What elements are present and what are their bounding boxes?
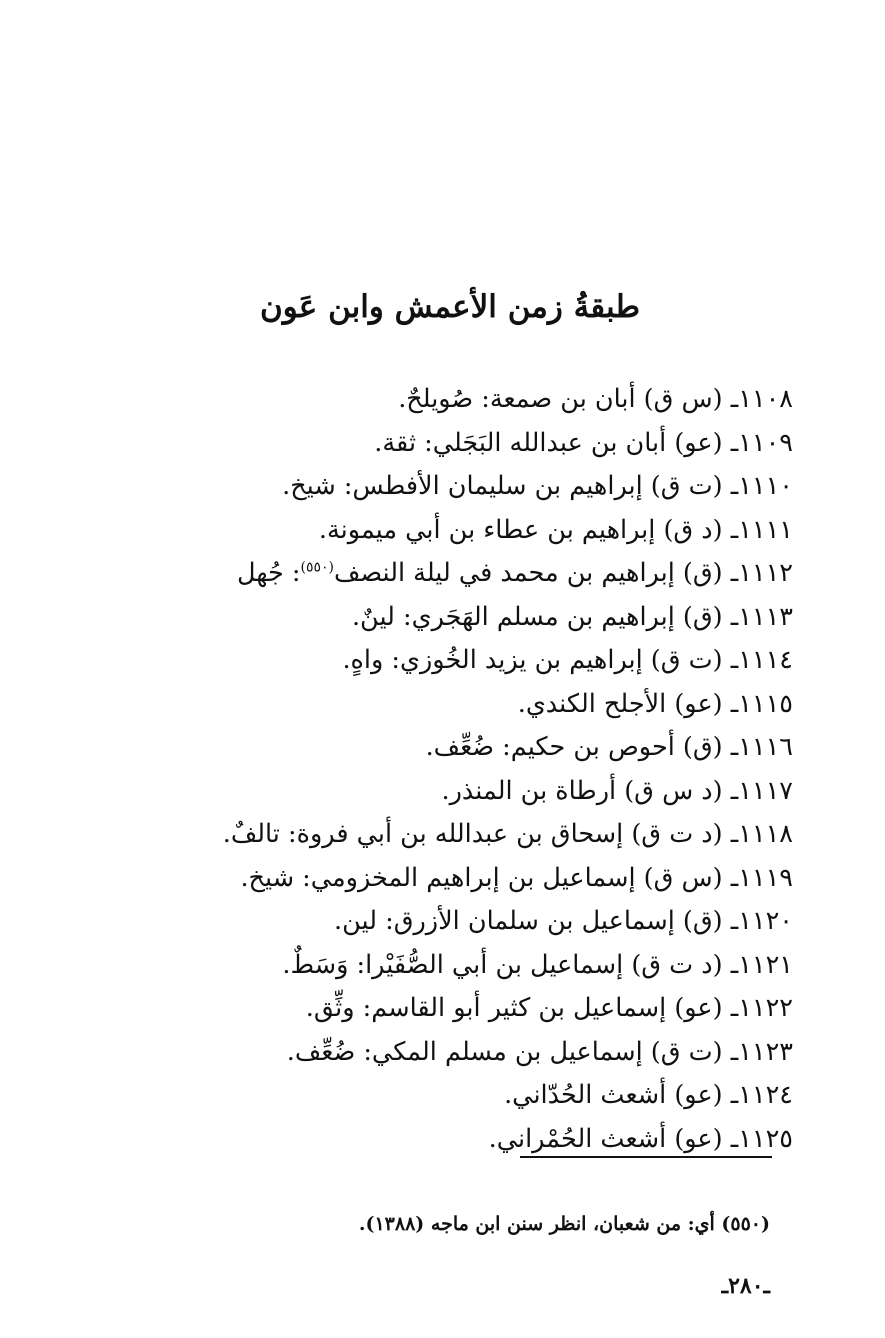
list-item [153, 683, 793, 727]
entry-text: (د س ق) أرطاة بن المنذر. [441, 775, 723, 806]
footnote-reference: (٥٥٠) [300, 559, 334, 576]
entry-text: (ت ق) إبراهيم بن يزيد الخُوزي: واهٍ. [342, 645, 723, 675]
entry-number: ١١١٥ـ [730, 688, 793, 719]
entry-text: (ق) إبراهيم بن مسلم الهَجَري: لينٌ. [351, 601, 723, 632]
list-item [153, 639, 793, 683]
list-item [153, 552, 793, 596]
entry-text: (ق) إسماعيل بن سلمان الأزرق: لين. [334, 906, 723, 936]
entry-text: (عو) أشعث الحُدّاني. [504, 1080, 723, 1110]
entry-text: (عو) أشعث الحُمْراني. [488, 1123, 723, 1154]
entry-text: (د ق) إبراهيم بن عطاء بن أبي ميمونة. [318, 514, 723, 545]
list-item [153, 726, 793, 770]
entry-text: (عو) الأجلح الكندي. [517, 688, 723, 719]
entry-text: (س ق) أبان بن صمعة: صُويلحٌ. [398, 384, 723, 414]
section-title: طبقةُ زمن الأعمش وابن عَون [260, 289, 640, 325]
page-number: ـ٢٨٠ـ [721, 1273, 770, 1299]
entry-number: ١١٢٠ـ [730, 906, 793, 936]
entry-text: (ق) أحوص بن حكيم: ضُعِّف. [425, 732, 723, 762]
list-item [153, 944, 793, 988]
entry-number: ١١١٠ـ [730, 471, 793, 501]
entry-number: ١١١٢ـ [730, 558, 793, 588]
entry-number: ١١٠٨ـ [730, 384, 793, 414]
entry-text: (ق) إبراهيم بن محمد في ليلة النصف [334, 558, 723, 588]
list-item [153, 1074, 793, 1118]
list-item [153, 770, 793, 814]
entry-number: ١١١٣ـ [730, 601, 793, 632]
entry-number: ١١١٩ـ [730, 862, 793, 893]
list-item [153, 813, 793, 857]
entry-number: ١١١٤ـ [730, 645, 793, 675]
footnote-divider [520, 1156, 772, 1158]
list-item [153, 857, 793, 901]
entry-number: ١١١٨ـ [730, 819, 793, 849]
entry-number: ١١١٦ـ [730, 732, 793, 762]
list-item [153, 378, 793, 422]
entry-number: ١١٢٤ـ [730, 1080, 793, 1110]
entry-text: (د ت ق) إسحاق بن عبدالله بن أبي فروة: تالفٌ. [222, 819, 723, 849]
entry-number: ١١٢١ـ [730, 949, 793, 980]
entry-list [153, 378, 793, 1161]
entry-number: ١١٠٩ـ [730, 427, 793, 458]
list-item [153, 1031, 793, 1075]
list-item [153, 1118, 793, 1162]
entry-text: (ت ق) إبراهيم بن سليمان الأفطس: شيخ. [282, 471, 723, 501]
list-item [153, 422, 793, 466]
entry-text: (ت ق) إسماعيل بن مسلم المكي: ضُعِّف. [286, 1036, 723, 1067]
entry-number: ١١٢٣ـ [730, 1036, 793, 1067]
entry-number: ١١١١ـ [730, 514, 793, 545]
entry-text-continued: : جُهل [236, 558, 301, 588]
list-item [153, 509, 793, 553]
entry-text: (عو) إسماعيل بن كثير أبو القاسم: وثِّق. [305, 993, 723, 1023]
entry-number: ١١١٧ـ [730, 775, 793, 806]
entry-text: (س ق) إسماعيل بن إبراهيم المخزومي: شيخ. [240, 862, 723, 893]
entry-text: (د ت ق) إسماعيل بن أبي الصُّفَيْرا: وَسَطٌ. [282, 949, 723, 980]
list-item [153, 987, 793, 1031]
footnote: (٥٥٠) أي: من شعبان، انظر سنن ابن ماجه (١٣٨٨). [358, 1213, 770, 1235]
list-item [153, 465, 793, 509]
list-item [153, 900, 793, 944]
entry-number: ١١٢٢ـ [730, 993, 793, 1023]
entry-number: ١١٢٥ـ [730, 1123, 793, 1154]
entry-text: (عو) أبان بن عبدالله البَجَلي: ثقة. [374, 427, 723, 458]
list-item [153, 596, 793, 640]
